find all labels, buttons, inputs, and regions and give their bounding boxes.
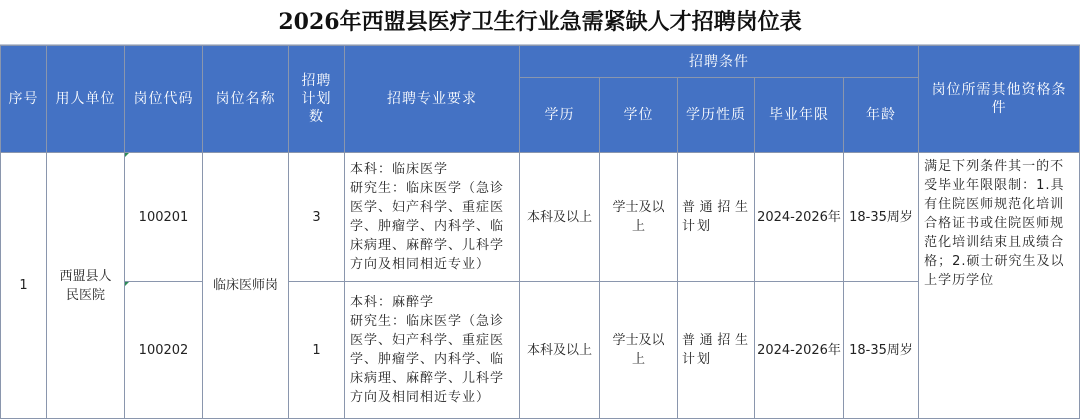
header-major: 招聘专业要求: [345, 46, 520, 153]
cell-code: 100201: [125, 153, 203, 282]
cell-education: 本科及以上: [520, 282, 600, 419]
major-undergrad: 本科：麻醉学: [350, 295, 435, 310]
cell-edu-type: 普通招生计划: [678, 153, 755, 282]
cell-edu-type: 普通招生计划: [678, 282, 755, 419]
header-age: 年龄: [844, 78, 919, 153]
major-graduate: 研究生：临床医学（急诊医学、妇产科学、重症医学、肿瘤学、内科学、临床病理、麻醉学、儿科学方向及相同相近专业）: [350, 181, 505, 272]
header-grad-year: 毕业年限: [755, 78, 844, 153]
major-undergrad: 本科：临床医学: [350, 162, 449, 177]
cell-plan: 1: [289, 282, 345, 419]
header-code: 岗位代码: [125, 46, 203, 153]
header-degree: 学位: [600, 78, 678, 153]
cell-other: 满足下列条件其一的不受毕业年限限制：1.具有住院医师规范化培训合格证书或住院医师规范化培训结束且成绩合格；2.硕士研究生及以上学历学位: [919, 153, 1080, 419]
cell-education: 本科及以上: [520, 153, 600, 282]
cell-grad-year: 2024-2026年: [755, 282, 844, 419]
recruitment-table: [0, 45, 1080, 419]
cell-seq: 1: [1, 153, 47, 419]
major-graduate: 研究生：临床医学（急诊医学、妇产科学、重症医学、肿瘤学、内科学、临床病理、麻醉学、儿科学方向及相同相近专业）: [350, 314, 505, 405]
cell-major: [345, 282, 520, 419]
header-seq: 序号: [1, 46, 47, 153]
header-unit: 用人单位: [47, 46, 125, 153]
header-name: 岗位名称: [203, 46, 289, 153]
cell-age: 18-35周岁: [844, 153, 919, 282]
cell-degree: 学士及以上: [600, 153, 678, 282]
table-row: [1, 282, 1080, 419]
header-education: 学历: [520, 78, 600, 153]
cell-name: 临床医师岗: [203, 153, 289, 419]
cell-unit: 西盟县人民医院: [47, 153, 125, 419]
header-other: 岗位所需其他资格条件: [919, 46, 1080, 153]
cell-grad-year: 2024-2026年: [755, 153, 844, 282]
cell-major: [345, 153, 520, 282]
table-row: [1, 153, 1080, 282]
header-edu-type: 学历性质: [678, 78, 755, 153]
page-title: 2026年西盟县医疗卫生行业急需紧缺人才招聘岗位表: [0, 0, 1080, 45]
cell-code: 100202: [125, 282, 203, 419]
header-plan: 招聘计划数: [289, 46, 345, 153]
cell-age: 18-35周岁: [844, 282, 919, 419]
header-conditions: 招聘条件: [520, 46, 919, 78]
cell-plan: 3: [289, 153, 345, 282]
cell-degree: 学士及以上: [600, 282, 678, 419]
